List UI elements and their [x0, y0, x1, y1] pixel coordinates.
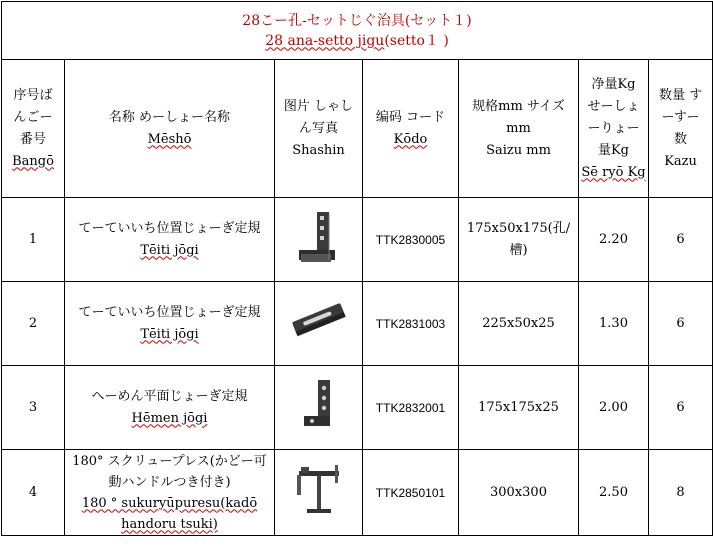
row-image — [275, 198, 363, 282]
row-name-jp: 180° スクリュープレス(かどー可動ハンドルつき付き) — [72, 453, 267, 490]
title-row — [2, 2, 713, 60]
row-weight: 2.20 — [579, 198, 649, 282]
row-weight: 1.30 — [579, 282, 649, 366]
row-number: 4 — [2, 450, 65, 536]
header-quantity — [649, 60, 713, 198]
header-weight-jp: 净量Kg せーしょーりょー量Kg — [587, 76, 640, 158]
row-name-romaji: Hēmen jōgi — [131, 410, 208, 426]
header-code-jp: 编码 コード — [375, 109, 446, 125]
row-weight: 2.50 — [579, 450, 649, 536]
header-size — [459, 60, 579, 198]
row-name — [65, 198, 275, 282]
header-weight-romaji: Sē ryō Kg — [581, 164, 646, 180]
row-name-romaji: 180 ° sukuryūpuresu(kadō handoru tsuki) — [81, 495, 258, 532]
row-name — [65, 366, 275, 450]
table-row — [2, 366, 713, 450]
header-number — [2, 60, 65, 198]
row-name-jp: へーめん平面じょーぎ定規 — [91, 388, 248, 404]
row-name — [65, 282, 275, 366]
row-image — [275, 450, 363, 536]
row-quantity: 8 — [649, 450, 713, 536]
row-number: 1 — [2, 198, 65, 282]
row-quantity: 6 — [649, 198, 713, 282]
row-number: 3 — [2, 366, 65, 450]
title-line-2 — [4, 31, 710, 51]
row-quantity: 6 — [649, 282, 713, 366]
row-name-jp: てーていいち位置じょーぎ定規 — [78, 220, 261, 236]
header-number-romaji: Bangō — [12, 153, 54, 169]
title-line-1: 28こー孔-セットじぐ治具(セット１) — [242, 12, 472, 29]
row-code: TTK2830005 — [363, 198, 459, 282]
table-row — [2, 282, 713, 366]
table-title — [2, 2, 713, 60]
row-weight: 2.00 — [579, 366, 649, 450]
header-name-jp: 名称 めーしょー名称 — [108, 109, 231, 125]
header-row — [2, 60, 713, 198]
row-code: TTK2850101 — [363, 450, 459, 536]
row-image — [275, 282, 363, 366]
row-code: TTK2831003 — [363, 282, 459, 366]
jig-spec-table — [1, 1, 713, 536]
slot-bar-icon — [289, 300, 349, 340]
row-name-jp: てーていいち位置じょーぎ定規 — [78, 304, 261, 320]
row-number: 2 — [2, 282, 65, 366]
header-size-jp: 规格mm サイズ mm — [472, 98, 565, 136]
row-name — [65, 450, 275, 536]
header-image-jp: 图片 しゃしん写真 — [283, 98, 354, 136]
l-angle-ruler-icon — [289, 204, 349, 268]
header-quantity-jp: 数量 すーすー数 — [658, 87, 703, 147]
row-code: TTK2832001 — [363, 366, 459, 450]
row-size: 175x50x175(孔/槽) — [459, 198, 579, 282]
header-image — [275, 60, 363, 198]
header-name — [65, 60, 275, 198]
row-size: 225x50x25 — [459, 282, 579, 366]
screw-press-icon — [291, 461, 347, 517]
title-tail: (setto１ ) — [384, 32, 449, 49]
header-number-jp: 序号ばんごー番号 — [13, 87, 53, 147]
table-row — [2, 198, 713, 282]
row-quantity: 6 — [649, 366, 713, 450]
row-image — [275, 366, 363, 450]
header-name-romaji: Mēshō — [147, 131, 192, 147]
table-row — [2, 450, 713, 536]
header-code — [363, 60, 459, 198]
header-quantity-romaji: Kazu — [664, 153, 697, 169]
row-size: 300x300 — [459, 450, 579, 536]
title-romaji: 28 ana-setto jigu — [265, 32, 385, 49]
row-size: 175x175x25 — [459, 366, 579, 450]
header-weight — [579, 60, 649, 198]
row-name-romaji: Tēiti jōgi — [140, 326, 199, 342]
header-size-romaji: Saizu mm — [486, 142, 551, 158]
l-plate-ruler-icon — [294, 376, 344, 432]
header-image-romaji: Shashin — [292, 142, 345, 158]
header-code-romaji: Kōdo — [393, 131, 428, 147]
row-name-romaji: Tēiti jōgi — [140, 242, 199, 258]
